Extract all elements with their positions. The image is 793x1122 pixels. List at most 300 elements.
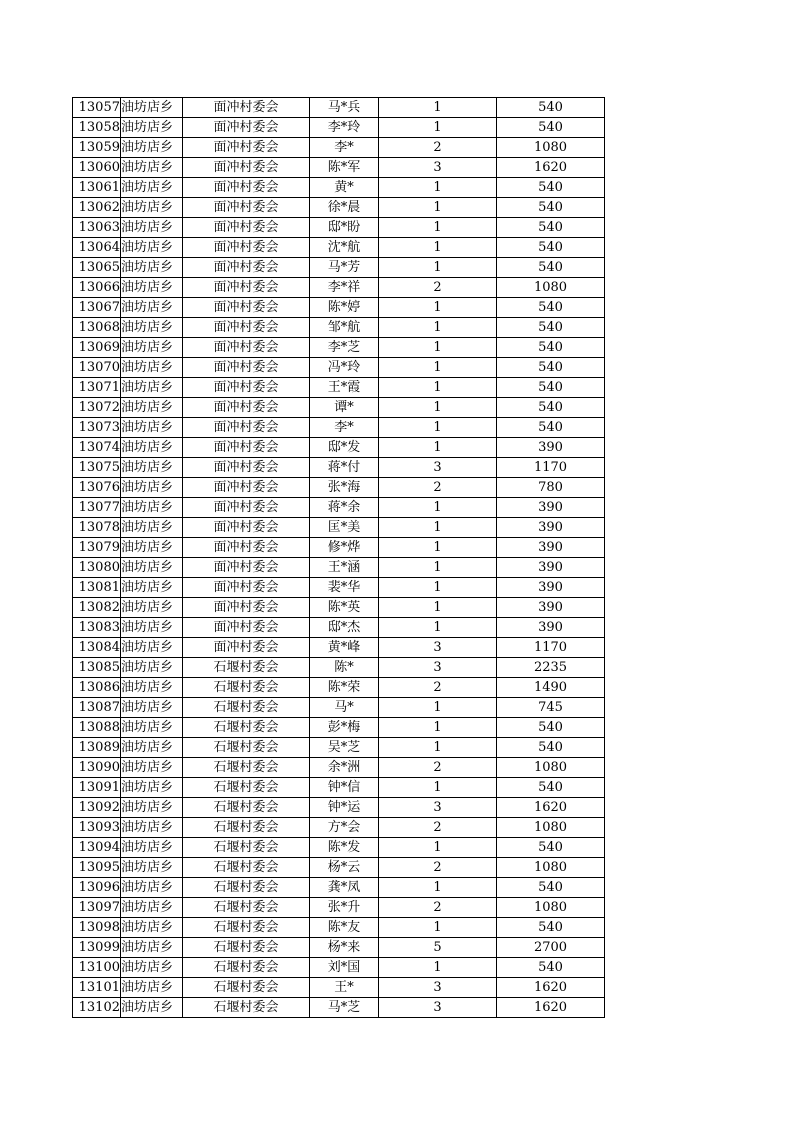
village-cell: 面冲村委会 xyxy=(183,318,310,338)
village-cell: 面冲村委会 xyxy=(183,138,310,158)
name-cell: 马* xyxy=(310,698,379,718)
table-row xyxy=(73,658,605,678)
amount-cell: 540 xyxy=(497,878,605,898)
row-id-cell: 13085 xyxy=(73,658,121,678)
amount-cell: 2700 xyxy=(497,938,605,958)
village-cell: 面冲村委会 xyxy=(183,518,310,538)
table-row xyxy=(73,998,605,1018)
town-cell: 油坊店乡 xyxy=(121,598,183,618)
table-row xyxy=(73,178,605,198)
town-cell: 油坊店乡 xyxy=(121,938,183,958)
village-cell: 面冲村委会 xyxy=(183,558,310,578)
table-row xyxy=(73,558,605,578)
name-cell: 陈*婷 xyxy=(310,298,379,318)
town-cell: 油坊店乡 xyxy=(121,738,183,758)
row-id-cell: 13071 xyxy=(73,378,121,398)
row-id-cell: 13082 xyxy=(73,598,121,618)
table-row xyxy=(73,958,605,978)
row-id-cell: 13088 xyxy=(73,718,121,738)
town-cell: 油坊店乡 xyxy=(121,878,183,898)
row-id-cell: 13095 xyxy=(73,858,121,878)
town-cell: 油坊店乡 xyxy=(121,698,183,718)
village-cell: 面冲村委会 xyxy=(183,118,310,138)
count-cell: 1 xyxy=(379,698,497,718)
table-row xyxy=(73,218,605,238)
row-id-cell: 13096 xyxy=(73,878,121,898)
table-row xyxy=(73,298,605,318)
amount-cell: 745 xyxy=(497,698,605,718)
table-row xyxy=(73,478,605,498)
village-cell: 石堰村委会 xyxy=(183,938,310,958)
amount-cell: 1170 xyxy=(497,458,605,478)
count-cell: 1 xyxy=(379,258,497,278)
table-row xyxy=(73,98,605,118)
name-cell: 杨*云 xyxy=(310,858,379,878)
row-id-cell: 13059 xyxy=(73,138,121,158)
name-cell: 匡*美 xyxy=(310,518,379,538)
count-cell: 3 xyxy=(379,458,497,478)
amount-cell: 540 xyxy=(497,838,605,858)
count-cell: 1 xyxy=(379,718,497,738)
count-cell: 1 xyxy=(379,518,497,538)
name-cell: 陈*军 xyxy=(310,158,379,178)
name-cell: 余*洲 xyxy=(310,758,379,778)
row-id-cell: 13076 xyxy=(73,478,121,498)
row-id-cell: 13091 xyxy=(73,778,121,798)
row-id-cell: 13101 xyxy=(73,978,121,998)
name-cell: 方*会 xyxy=(310,818,379,838)
village-cell: 石堰村委会 xyxy=(183,778,310,798)
row-id-cell: 13099 xyxy=(73,938,121,958)
name-cell: 李*芝 xyxy=(310,338,379,358)
row-id-cell: 13058 xyxy=(73,118,121,138)
name-cell: 陈*英 xyxy=(310,598,379,618)
amount-cell: 1080 xyxy=(497,858,605,878)
table-row xyxy=(73,458,605,478)
table-row xyxy=(73,738,605,758)
village-cell: 石堰村委会 xyxy=(183,878,310,898)
village-cell: 石堰村委会 xyxy=(183,818,310,838)
amount-cell: 1170 xyxy=(497,638,605,658)
table-row xyxy=(73,918,605,938)
table-row xyxy=(73,938,605,958)
village-cell: 面冲村委会 xyxy=(183,358,310,378)
table-row xyxy=(73,978,605,998)
village-cell: 石堰村委会 xyxy=(183,838,310,858)
count-cell: 3 xyxy=(379,978,497,998)
town-cell: 油坊店乡 xyxy=(121,378,183,398)
row-id-cell: 13093 xyxy=(73,818,121,838)
name-cell: 李* xyxy=(310,138,379,158)
count-cell: 1 xyxy=(379,578,497,598)
count-cell: 1 xyxy=(379,178,497,198)
table-row xyxy=(73,618,605,638)
count-cell: 1 xyxy=(379,358,497,378)
amount-cell: 390 xyxy=(497,618,605,638)
name-cell: 王* xyxy=(310,978,379,998)
count-cell: 1 xyxy=(379,378,497,398)
count-cell: 1 xyxy=(379,838,497,858)
village-cell: 面冲村委会 xyxy=(183,258,310,278)
table-row xyxy=(73,898,605,918)
name-cell: 杨*来 xyxy=(310,938,379,958)
town-cell: 油坊店乡 xyxy=(121,998,183,1018)
row-id-cell: 13072 xyxy=(73,398,121,418)
count-cell: 2 xyxy=(379,818,497,838)
row-id-cell: 13098 xyxy=(73,918,121,938)
table-row xyxy=(73,538,605,558)
count-cell: 1 xyxy=(379,738,497,758)
table-row xyxy=(73,518,605,538)
amount-cell: 390 xyxy=(497,538,605,558)
row-id-cell: 13067 xyxy=(73,298,121,318)
village-cell: 石堰村委会 xyxy=(183,978,310,998)
village-cell: 面冲村委会 xyxy=(183,398,310,418)
name-cell: 马*兵 xyxy=(310,98,379,118)
amount-cell: 540 xyxy=(497,258,605,278)
village-cell: 石堰村委会 xyxy=(183,658,310,678)
count-cell: 3 xyxy=(379,638,497,658)
village-cell: 石堰村委会 xyxy=(183,958,310,978)
row-id-cell: 13086 xyxy=(73,678,121,698)
amount-cell: 540 xyxy=(497,338,605,358)
town-cell: 油坊店乡 xyxy=(121,318,183,338)
table-row xyxy=(73,498,605,518)
row-id-cell: 13077 xyxy=(73,498,121,518)
table-row xyxy=(73,258,605,278)
town-cell: 油坊店乡 xyxy=(121,298,183,318)
amount-cell: 540 xyxy=(497,738,605,758)
row-id-cell: 13073 xyxy=(73,418,121,438)
village-cell: 石堰村委会 xyxy=(183,998,310,1018)
village-cell: 石堰村委会 xyxy=(183,898,310,918)
row-id-cell: 13065 xyxy=(73,258,121,278)
row-id-cell: 13060 xyxy=(73,158,121,178)
town-cell: 油坊店乡 xyxy=(121,898,183,918)
row-id-cell: 13084 xyxy=(73,638,121,658)
table-row xyxy=(73,138,605,158)
table-row xyxy=(73,678,605,698)
count-cell: 1 xyxy=(379,878,497,898)
count-cell: 2 xyxy=(379,898,497,918)
subsidy-table xyxy=(72,97,605,1018)
row-id-cell: 13100 xyxy=(73,958,121,978)
amount-cell: 540 xyxy=(497,238,605,258)
village-cell: 石堰村委会 xyxy=(183,918,310,938)
count-cell: 2 xyxy=(379,478,497,498)
town-cell: 油坊店乡 xyxy=(121,398,183,418)
table-row xyxy=(73,338,605,358)
row-id-cell: 13057 xyxy=(73,98,121,118)
town-cell: 油坊店乡 xyxy=(121,158,183,178)
table-row xyxy=(73,398,605,418)
row-id-cell: 13092 xyxy=(73,798,121,818)
count-cell: 1 xyxy=(379,98,497,118)
village-cell: 面冲村委会 xyxy=(183,438,310,458)
village-cell: 石堰村委会 xyxy=(183,758,310,778)
table-row xyxy=(73,118,605,138)
table-row xyxy=(73,778,605,798)
name-cell: 陈* xyxy=(310,658,379,678)
row-id-cell: 13061 xyxy=(73,178,121,198)
count-cell: 1 xyxy=(379,118,497,138)
village-cell: 石堰村委会 xyxy=(183,718,310,738)
village-cell: 面冲村委会 xyxy=(183,178,310,198)
row-id-cell: 13068 xyxy=(73,318,121,338)
row-id-cell: 13097 xyxy=(73,898,121,918)
name-cell: 蒋*余 xyxy=(310,498,379,518)
town-cell: 油坊店乡 xyxy=(121,578,183,598)
amount-cell: 540 xyxy=(497,958,605,978)
name-cell: 张*海 xyxy=(310,478,379,498)
count-cell: 1 xyxy=(379,298,497,318)
row-id-cell: 13089 xyxy=(73,738,121,758)
table-row xyxy=(73,378,605,398)
amount-cell: 540 xyxy=(497,118,605,138)
town-cell: 油坊店乡 xyxy=(121,218,183,238)
row-id-cell: 13062 xyxy=(73,198,121,218)
row-id-cell: 13066 xyxy=(73,278,121,298)
table-row xyxy=(73,418,605,438)
village-cell: 面冲村委会 xyxy=(183,238,310,258)
village-cell: 面冲村委会 xyxy=(183,338,310,358)
name-cell: 刘*国 xyxy=(310,958,379,978)
town-cell: 油坊店乡 xyxy=(121,178,183,198)
amount-cell: 540 xyxy=(497,318,605,338)
town-cell: 油坊店乡 xyxy=(121,278,183,298)
name-cell: 李*玲 xyxy=(310,118,379,138)
village-cell: 面冲村委会 xyxy=(183,98,310,118)
table-row xyxy=(73,798,605,818)
town-cell: 油坊店乡 xyxy=(121,538,183,558)
amount-cell: 540 xyxy=(497,298,605,318)
name-cell: 彭*梅 xyxy=(310,718,379,738)
town-cell: 油坊店乡 xyxy=(121,798,183,818)
count-cell: 2 xyxy=(379,278,497,298)
amount-cell: 390 xyxy=(497,438,605,458)
name-cell: 钟*信 xyxy=(310,778,379,798)
village-cell: 面冲村委会 xyxy=(183,298,310,318)
name-cell: 龚*凤 xyxy=(310,878,379,898)
village-cell: 面冲村委会 xyxy=(183,578,310,598)
amount-cell: 540 xyxy=(497,178,605,198)
village-cell: 面冲村委会 xyxy=(183,638,310,658)
amount-cell: 1620 xyxy=(497,798,605,818)
town-cell: 油坊店乡 xyxy=(121,658,183,678)
town-cell: 油坊店乡 xyxy=(121,418,183,438)
town-cell: 油坊店乡 xyxy=(121,198,183,218)
table-row xyxy=(73,718,605,738)
count-cell: 1 xyxy=(379,618,497,638)
amount-cell: 540 xyxy=(497,358,605,378)
table-row xyxy=(73,818,605,838)
amount-cell: 1080 xyxy=(497,758,605,778)
town-cell: 油坊店乡 xyxy=(121,138,183,158)
table-row xyxy=(73,758,605,778)
amount-cell: 1490 xyxy=(497,678,605,698)
table-body xyxy=(73,98,605,1018)
row-id-cell: 13074 xyxy=(73,438,121,458)
count-cell: 1 xyxy=(379,538,497,558)
town-cell: 油坊店乡 xyxy=(121,618,183,638)
amount-cell: 1620 xyxy=(497,978,605,998)
count-cell: 1 xyxy=(379,318,497,338)
count-cell: 3 xyxy=(379,658,497,678)
count-cell: 2 xyxy=(379,678,497,698)
count-cell: 1 xyxy=(379,598,497,618)
amount-cell: 1080 xyxy=(497,138,605,158)
table-row xyxy=(73,698,605,718)
town-cell: 油坊店乡 xyxy=(121,758,183,778)
amount-cell: 2235 xyxy=(497,658,605,678)
name-cell: 王*涵 xyxy=(310,558,379,578)
amount-cell: 540 xyxy=(497,718,605,738)
count-cell: 2 xyxy=(379,758,497,778)
count-cell: 1 xyxy=(379,438,497,458)
count-cell: 3 xyxy=(379,158,497,178)
village-cell: 面冲村委会 xyxy=(183,618,310,638)
amount-cell: 540 xyxy=(497,398,605,418)
table-row xyxy=(73,638,605,658)
name-cell: 陈*发 xyxy=(310,838,379,858)
name-cell: 马*芝 xyxy=(310,998,379,1018)
count-cell: 3 xyxy=(379,798,497,818)
table-row xyxy=(73,158,605,178)
row-id-cell: 13102 xyxy=(73,998,121,1018)
row-id-cell: 13087 xyxy=(73,698,121,718)
amount-cell: 1080 xyxy=(497,818,605,838)
row-id-cell: 13070 xyxy=(73,358,121,378)
count-cell: 1 xyxy=(379,958,497,978)
village-cell: 石堰村委会 xyxy=(183,698,310,718)
amount-cell: 780 xyxy=(497,478,605,498)
table-row xyxy=(73,878,605,898)
row-id-cell: 13094 xyxy=(73,838,121,858)
table-row xyxy=(73,598,605,618)
name-cell: 冯*玲 xyxy=(310,358,379,378)
name-cell: 李*祥 xyxy=(310,278,379,298)
village-cell: 面冲村委会 xyxy=(183,378,310,398)
name-cell: 马*芳 xyxy=(310,258,379,278)
town-cell: 油坊店乡 xyxy=(121,118,183,138)
amount-cell: 1620 xyxy=(497,158,605,178)
village-cell: 面冲村委会 xyxy=(183,278,310,298)
amount-cell: 1080 xyxy=(497,278,605,298)
town-cell: 油坊店乡 xyxy=(121,678,183,698)
name-cell: 徐*晨 xyxy=(310,198,379,218)
town-cell: 油坊店乡 xyxy=(121,818,183,838)
amount-cell: 540 xyxy=(497,918,605,938)
count-cell: 1 xyxy=(379,338,497,358)
row-id-cell: 13063 xyxy=(73,218,121,238)
count-cell: 1 xyxy=(379,398,497,418)
count-cell: 2 xyxy=(379,858,497,878)
town-cell: 油坊店乡 xyxy=(121,438,183,458)
village-cell: 面冲村委会 xyxy=(183,598,310,618)
name-cell: 裴*华 xyxy=(310,578,379,598)
name-cell: 沈*航 xyxy=(310,238,379,258)
town-cell: 油坊店乡 xyxy=(121,258,183,278)
count-cell: 1 xyxy=(379,238,497,258)
village-cell: 面冲村委会 xyxy=(183,458,310,478)
table-row xyxy=(73,318,605,338)
row-id-cell: 13083 xyxy=(73,618,121,638)
town-cell: 油坊店乡 xyxy=(121,918,183,938)
amount-cell: 390 xyxy=(497,518,605,538)
count-cell: 2 xyxy=(379,138,497,158)
row-id-cell: 13069 xyxy=(73,338,121,358)
town-cell: 油坊店乡 xyxy=(121,838,183,858)
table-row xyxy=(73,198,605,218)
town-cell: 油坊店乡 xyxy=(121,458,183,478)
amount-cell: 390 xyxy=(497,598,605,618)
name-cell: 陈*友 xyxy=(310,918,379,938)
table-row xyxy=(73,278,605,298)
name-cell: 李* xyxy=(310,418,379,438)
town-cell: 油坊店乡 xyxy=(121,338,183,358)
table-row xyxy=(73,578,605,598)
village-cell: 面冲村委会 xyxy=(183,418,310,438)
count-cell: 5 xyxy=(379,938,497,958)
name-cell: 黄*峰 xyxy=(310,638,379,658)
town-cell: 油坊店乡 xyxy=(121,558,183,578)
amount-cell: 540 xyxy=(497,198,605,218)
row-id-cell: 13075 xyxy=(73,458,121,478)
village-cell: 面冲村委会 xyxy=(183,198,310,218)
town-cell: 油坊店乡 xyxy=(121,638,183,658)
name-cell: 邸*发 xyxy=(310,438,379,458)
name-cell: 王*霞 xyxy=(310,378,379,398)
village-cell: 面冲村委会 xyxy=(183,158,310,178)
name-cell: 钟*运 xyxy=(310,798,379,818)
name-cell: 邹*航 xyxy=(310,318,379,338)
count-cell: 1 xyxy=(379,218,497,238)
row-id-cell: 13090 xyxy=(73,758,121,778)
count-cell: 1 xyxy=(379,918,497,938)
amount-cell: 540 xyxy=(497,418,605,438)
count-cell: 1 xyxy=(379,778,497,798)
amount-cell: 540 xyxy=(497,218,605,238)
town-cell: 油坊店乡 xyxy=(121,478,183,498)
count-cell: 1 xyxy=(379,418,497,438)
town-cell: 油坊店乡 xyxy=(121,238,183,258)
town-cell: 油坊店乡 xyxy=(121,358,183,378)
town-cell: 油坊店乡 xyxy=(121,978,183,998)
name-cell: 谭* xyxy=(310,398,379,418)
name-cell: 张*升 xyxy=(310,898,379,918)
amount-cell: 1620 xyxy=(497,998,605,1018)
town-cell: 油坊店乡 xyxy=(121,958,183,978)
amount-cell: 540 xyxy=(497,378,605,398)
table-row xyxy=(73,358,605,378)
row-id-cell: 13079 xyxy=(73,538,121,558)
table-row xyxy=(73,858,605,878)
row-id-cell: 13080 xyxy=(73,558,121,578)
name-cell: 蒋*付 xyxy=(310,458,379,478)
town-cell: 油坊店乡 xyxy=(121,778,183,798)
count-cell: 1 xyxy=(379,558,497,578)
row-id-cell: 13078 xyxy=(73,518,121,538)
count-cell: 1 xyxy=(379,498,497,518)
village-cell: 面冲村委会 xyxy=(183,478,310,498)
amount-cell: 540 xyxy=(497,778,605,798)
village-cell: 石堰村委会 xyxy=(183,678,310,698)
row-id-cell: 13064 xyxy=(73,238,121,258)
village-cell: 石堰村委会 xyxy=(183,858,310,878)
table-row xyxy=(73,838,605,858)
table-row xyxy=(73,438,605,458)
amount-cell: 390 xyxy=(497,498,605,518)
